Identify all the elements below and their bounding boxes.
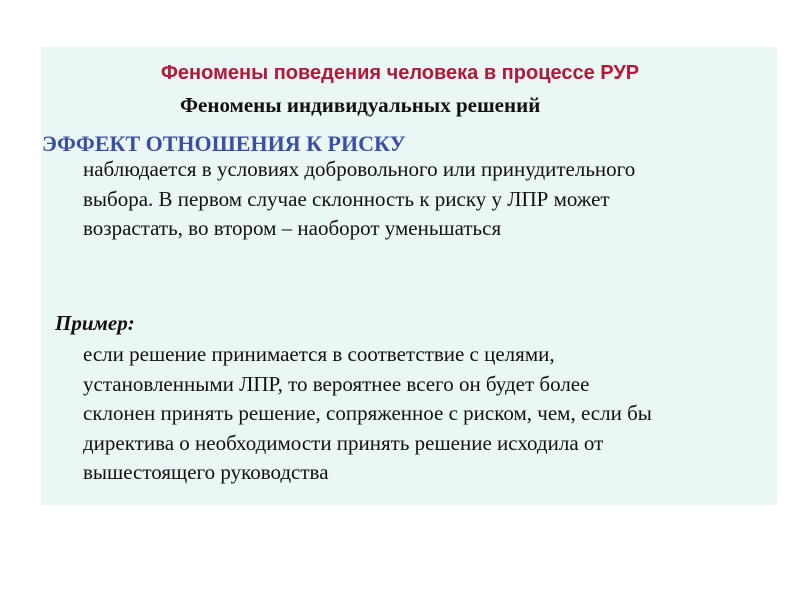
slide-title: Феномены поведения человека в процессе РУР: [160, 62, 640, 84]
example-line: директива о необходимости принять решение исходила от: [83, 430, 604, 455]
slide-subtitle: Феномены индивидуальных решений: [180, 93, 541, 117]
description-paragraph: [83, 155, 635, 244]
example-line: склонен принять решение, сопряженное с риском, чем, если бы: [83, 401, 652, 425]
description-line: выбора. В первом случае склонность к риску у ЛПР может: [83, 186, 610, 211]
example-line: вышестоящего руководства: [83, 460, 329, 484]
example-line: если решение принимается в соответствие с целями,: [83, 342, 555, 366]
description-line: возрастать, во втором – наоборот уменьшаться: [83, 216, 502, 240]
example-paragraph: [83, 340, 652, 488]
description-line: наблюдается в условиях добровольного или принудительного: [83, 157, 636, 181]
section-heading: ЭФФЕКТ ОТНОШЕНИЯ К РИСКУ: [42, 131, 406, 156]
example-label: Пример:: [55, 311, 135, 335]
example-line: установленными ЛПР, то вероятнее всего он будет более: [83, 371, 590, 396]
